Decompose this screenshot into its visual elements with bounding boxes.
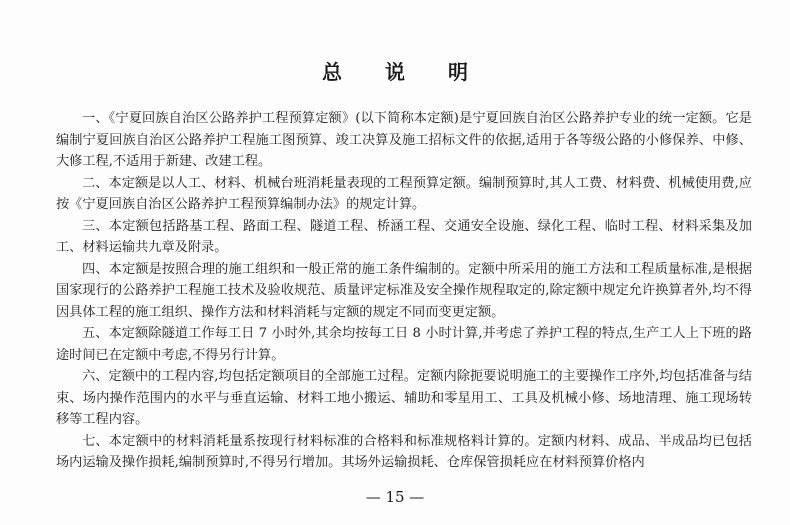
paragraph-7: 七、本定额中的材料消耗量系按现行材料标准的合格料和标准规格料计算的。定额内材料、成品、半成品均已包括场内运输及操作损耗,编制预算时,不得另行增加。其场外运输损耗、仓库保管损耗应在材料预算价格内 xyxy=(56,433,752,470)
paragraph-2: 二、本定额是以人工、材料、机械台班消耗量表现的工程预算定额。编制预算时,其人工费、材料费、机械使用费,应按《宁夏回族自治区公路养护工程预算编制办法》的规定计算。 xyxy=(56,175,752,212)
body-text xyxy=(56,108,752,474)
paragraph-6: 六、定额中的工程内容,均包括定额项目的全部施工过程。定额内除扼要说明施工的主要操作工序外,均包括准备与结束、场内操作范围内的水平与垂直运输、材料工地小搬运、辅助和零星用工、工具及机械小修、场地清理、施工现场转移等工程内容。 xyxy=(56,369,752,427)
paragraph-5: 五、本定额除隧道工作每工日 7 小时外,其余均按每工日 8 小时计算,并考虑了养护工程的特点,生产工人上下班的路途时间已在定额中考虑,不得另行计算。 xyxy=(56,326,752,363)
paragraph-1: 一、《宁夏回族自治区公路养护工程预算定额》(以下简称本定额)是宁夏回族自治区公路养护专业的统一定额。它是编制宁夏回族自治区公路养护工程施工图预算、竣工决算及施工招标文件的依据,适用于各等级公路的小修保养、中修、大修工程,不适用于新建、改建工程。 xyxy=(56,111,752,169)
paragraph-3: 三、本定额包括路基工程、路面工程、隧道工程、桥涵工程、交通安全设施、绿化工程、临时工程、材料采集及加工、材料运输共九章及附录。 xyxy=(56,218,752,255)
paragraph-4: 四、本定额是按照合理的施工组织和一般正常的施工条件编制的。定额中所采用的施工方法和工程质量标准,是根据国家现行的公路养护工程施工技术及验收规范、质量评定标准及安全操作规程取定的,除定额中规定允许换算者外,均不得因具体工程的施工组织、操作方法和材料消耗与定额的规定不同而变更定额。 xyxy=(56,261,752,320)
page-title: 总 说 明 xyxy=(322,60,486,84)
page-number: — 15 — xyxy=(365,488,425,506)
